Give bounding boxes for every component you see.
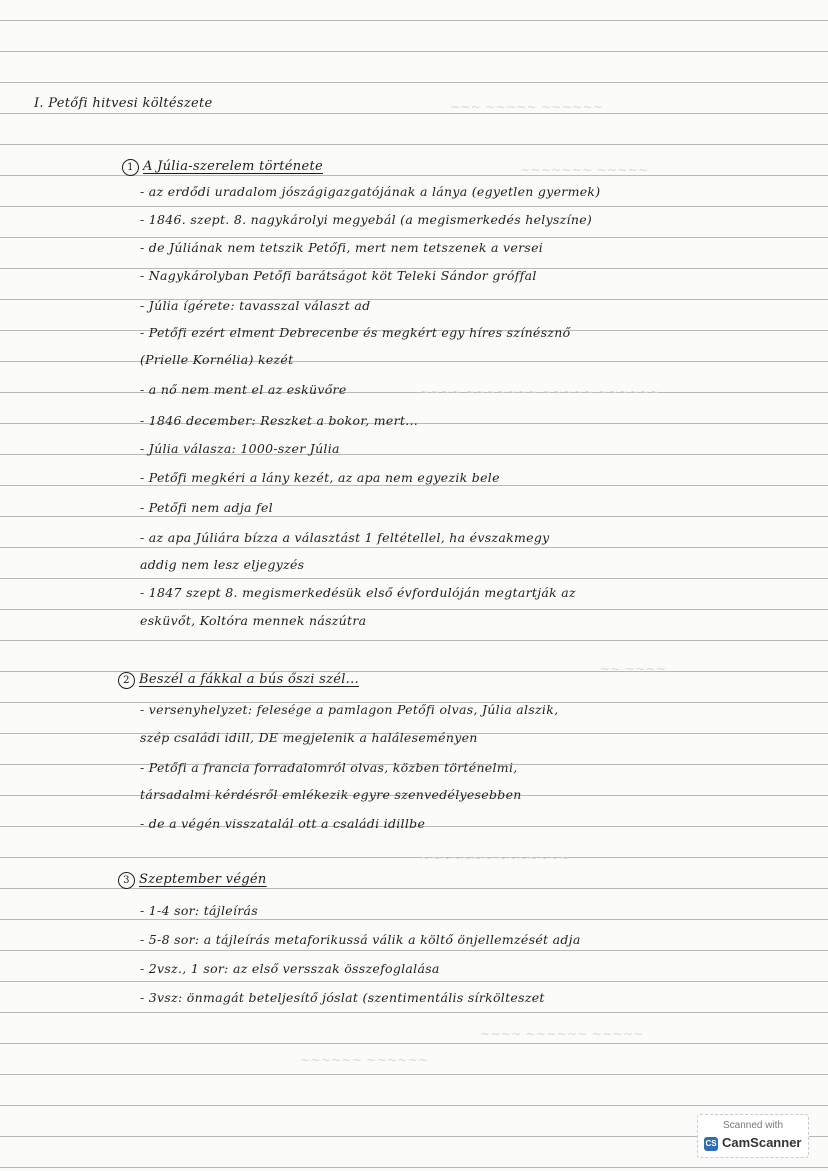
camscanner-badge	[697, 1114, 809, 1158]
note-line: - Nagykárolyban Petőfi barátságot köt Teleki Sándor gróffal	[140, 268, 537, 283]
note-line: esküvőt, Koltóra mennek nászútra	[140, 613, 367, 628]
note-line: - a nő nem ment el az esküvőre	[140, 382, 347, 397]
note-line: - de Júliának nem tetszik Petőfi, mert nem tetszenek a versei	[140, 240, 544, 255]
bleed-through: ~~~~ ~~~~~~~ ~~~~~ ~~~~~~	[420, 385, 661, 399]
note-line: társadalmi kérdésről emlékezik egyre szenvedélyesebben	[140, 787, 522, 802]
section-title: Beszél a fákkal a bús őszi szél...	[139, 672, 359, 687]
section-heading	[122, 159, 323, 176]
page-title: I. Petőfi hitvesi költészete	[34, 96, 213, 111]
note-line: - versenyhelyzet: felesége a pamlagon Petőfi olvas, Júlia alszik,	[140, 702, 559, 717]
note-line: - Júlia válasza: 1000-szer Júlia	[140, 441, 340, 456]
bleed-through: ~~~~~~~ ~~~~~	[520, 163, 649, 177]
note-line: (Prielle Kornélia) kezét	[140, 352, 294, 367]
note-line: - 1847 szept 8. megismerkedésük első évfordulóján megtartják az	[140, 585, 576, 600]
bleed-through: ~~ ~~~~	[600, 662, 667, 676]
note-line: - az erdődi uradalom jószágigazgatójának a lánya (egyetlen gyermek)	[140, 184, 601, 199]
note-line: - Petőfi a francia forradalomról olvas, közben történelmi,	[140, 760, 518, 775]
section-title: Szeptember végén	[139, 872, 267, 887]
badge-brand: CamScanner	[722, 1135, 802, 1150]
note-line: - 1846. szept. 8. nagykárolyi megyebál (a megismerkedés helyszíne)	[140, 212, 593, 227]
note-line: - az apa Júliára bízza a választást 1 feltétellel, ha évszakmegy	[140, 530, 550, 545]
section-number: 3	[118, 872, 135, 889]
section-heading	[118, 672, 359, 689]
note-line: - 2vsz., 1 sor: az első versszak összefoglalása	[140, 961, 440, 976]
section-heading	[118, 872, 267, 889]
note-line: - Petőfi nem adja fel	[140, 500, 273, 515]
bleed-through: ~~~~~~~ ~~~~~~~	[420, 851, 570, 865]
camscanner-logo-icon: CS	[704, 1137, 718, 1151]
note-line: szép családi idill, DE megjelenik a haláleseményen	[140, 730, 478, 745]
note-line: addig nem lesz eljegyzés	[140, 557, 305, 572]
section-title: A Júlia-szerelem története	[143, 159, 323, 174]
bleed-through: ~~~~ ~~~~~~ ~~~~~	[480, 1027, 644, 1041]
bleed-through: ~~~ ~~~~~ ~~~~~~	[450, 100, 604, 114]
note-line: - Petőfi megkéri a lány kezét, az apa nem egyezik bele	[140, 470, 500, 485]
bleed-through: ~~~~~~ ~~~~~~	[300, 1053, 429, 1067]
note-line: - Júlia ígérete: tavasszal választ ad	[140, 298, 371, 313]
section-number: 1	[122, 159, 139, 176]
note-line: - 1-4 sor: tájleírás	[140, 903, 258, 918]
note-line: - 5-8 sor: a tájleírás metaforikussá válik a költő önjellemzését adja	[140, 932, 581, 947]
section-number: 2	[118, 672, 135, 689]
note-line: - 1846 december: Reszket a bokor, mert...	[140, 413, 419, 428]
note-line: - de a végén visszatalál ott a családi idillbe	[140, 816, 426, 831]
badge-caption: Scanned with	[722, 1120, 784, 1131]
note-line: - Petőfi ezért elment Debrecenbe és megkért egy híres színésznő	[140, 325, 571, 340]
note-line: - 3vsz: önmagát beteljesítő jóslat (szentimentális sírkölteszet	[140, 990, 545, 1005]
